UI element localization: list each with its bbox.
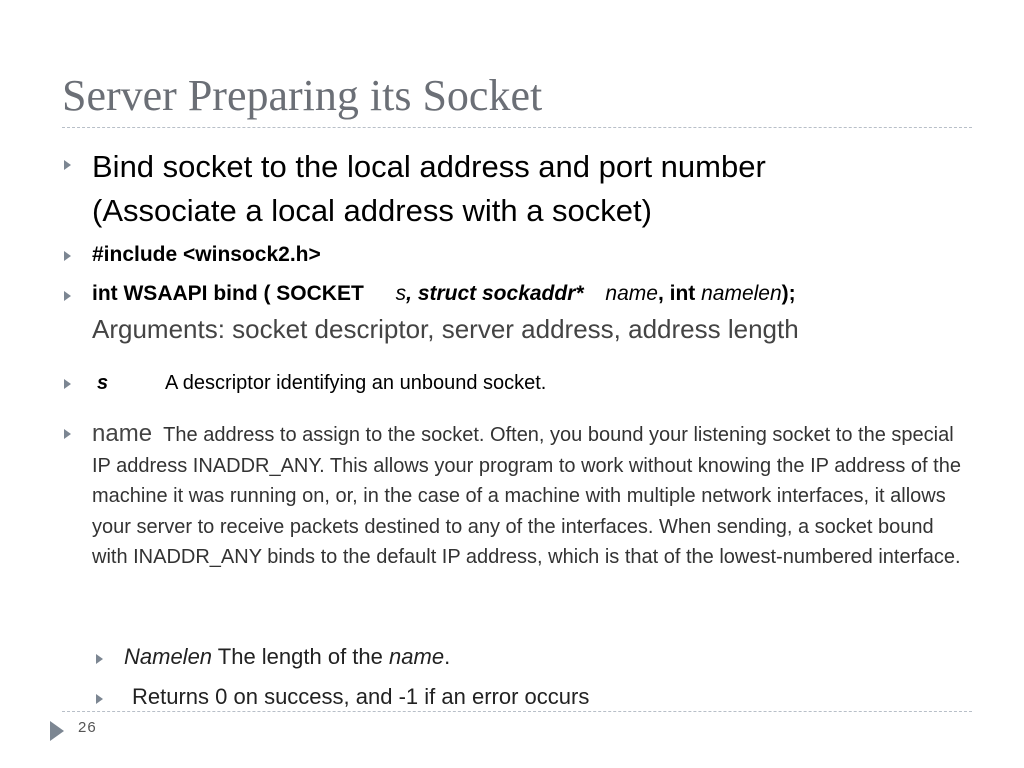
param-name-desc: The address to assign to the socket. Often, you bound your listening socket to the special IP address INADDR_ANY. This allows your program to work without knowing the IP address of the machine it was running on, or, in the case of a machine with multiple network interfaces, it allows your server to receive packets destined to any of the interfaces. When sending, a socket bound with INADDR_ANY binds to the default IP address, which is that of the lowest-numbered interface.	[92, 424, 961, 569]
bullet-returns: Returns 0 on success, and -1 if an error occurs	[132, 684, 590, 709]
param-name: name	[605, 282, 658, 305]
bullet-param-namelen	[124, 644, 450, 670]
code-struct: , struct sockaddr*	[406, 282, 584, 305]
bullet-arrow-icon	[64, 429, 71, 439]
param-s-desc: A descriptor identifying an unbound socket.	[165, 372, 547, 394]
bullet-arrow-icon	[64, 379, 71, 389]
param-namelen: namelen	[701, 282, 782, 305]
param-s: s	[395, 282, 407, 305]
param-namelen-period: .	[444, 644, 451, 669]
arguments-line: Arguments: socket descriptor, server address, address length	[92, 314, 799, 344]
page-number: 26	[78, 719, 97, 736]
code-signature-start: int WSAAPI bind ( SOCKET	[92, 282, 364, 305]
param-namelen-text: The length of the	[217, 644, 383, 669]
code-int: , int	[657, 282, 696, 305]
bullet-arrow-icon	[64, 291, 71, 301]
footer-arrow-icon	[50, 721, 64, 741]
param-name-label: name	[92, 420, 153, 447]
bullet-arrow-icon	[64, 251, 71, 261]
bullet-param-s	[92, 372, 546, 395]
code-close: );	[781, 282, 796, 305]
sub-bullet-arrow-icon	[96, 694, 103, 704]
param-namelen-name: name	[389, 644, 445, 669]
footer-divider	[62, 711, 972, 712]
bullet-include: #include <winsock2.h>	[92, 243, 321, 266]
bullet-bind-signature	[92, 282, 796, 306]
slide-title: Server Preparing its Socket	[62, 71, 543, 120]
param-s-label: s	[97, 372, 109, 394]
bullet-bind-socket	[92, 145, 766, 233]
bullet-arrow-icon	[64, 160, 71, 170]
bullet-text-line2: (Associate a local address with a socket)	[92, 193, 652, 228]
bullet-param-name	[92, 419, 972, 573]
param-namelen-label: Namelen	[124, 644, 213, 669]
bullet-text-line1: Bind socket to the local address and port number	[92, 149, 766, 184]
title-divider	[62, 127, 972, 128]
sub-bullet-arrow-icon	[96, 654, 103, 664]
